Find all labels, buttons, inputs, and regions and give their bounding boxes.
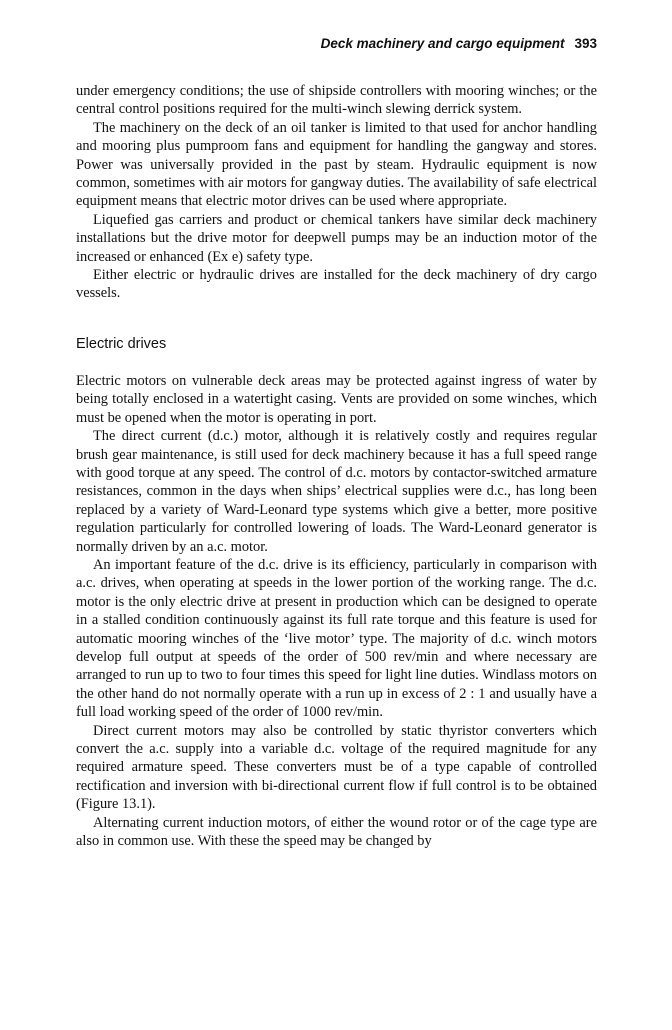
paragraph-continuation: under emergency conditions; the use of shipside controllers with mooring winches; or the central control positions required for the multi-winch slewing derrick system. — [76, 83, 597, 118]
paragraph-dc-efficiency: An important feature of the d.c. drive is its efficiency, particularly in comparison with a.c. drives, when operating at speeds in the lower portion of the working range. The d.c. motor is the only electric drive at present in production which can be designed to operate in a stalled condition continuously against its full rate torque and this feature is used for automatic mooring winches of the ‘live motor’ type. The majority of d.c. winch motors develop full output at speeds of the order of 500 rev/min and where necessary are arranged to run up to two to four times this speed for light line duties. Windlass motors on the other hand do not normally operate with a run up in excess of 2 : 1 and usually have a full load working speed of the order of 1000 rev/min. — [76, 556, 597, 721]
section-heading: Electric drives — [76, 335, 167, 352]
paragraph-motor-protection: Electric motors on vulnerable deck areas may be protected against ingress of water by being totally enclosed in a watertight casing. Vents are provided on some winches, which must be opened when the motor is operating in port. — [76, 372, 597, 426]
paragraph-dc-motor: The direct current (d.c.) motor, although it is relatively costly and requires regular brush gear maintenance, is still used for deck machinery because it has a full speed range with good torque at any speed. The control of d.c. motors by contactor-switched armature resistances, common in the days when ships’ electrical supplies were d.c., has long been replaced by a variety of Ward-Leonard type systems which give a better, more positive regulation particularly for controlled lowering of loads. The Ward-Leonard generator is normally driven by an a.c. motor. — [76, 428, 597, 555]
paragraph-oil-tanker-machinery: The machinery on the deck of an oil tanker is limited to that used for anchor handling and mooring plus pumproom fans and equipment for handling the gangway and stores. Power was universally provided in the past by steam. Hydraulic equipment is now common, sometimes with air motors for gangway duties. The availability of safe electrical equipment means that electric motor drives can be used where appropriate. — [76, 119, 597, 210]
running-head — [76, 34, 597, 54]
paragraph-gas-carriers: Liquefied gas carriers and product or chemical tankers have similar deck machinery installations but the drive motor for deepwell pumps may be an induction motor of the increased or enhanced (Ex e) safety type. — [76, 211, 597, 265]
paragraph-ac-induction: Alternating current induction motors, of either the wound rotor or of the cage type are also in common use. With these the speed may be changed by — [76, 814, 597, 850]
paragraph-thyristor-converters: Direct current motors may also be controlled by static thyristor converters which convert the a.c. supply into a variable d.c. voltage of the required magnitude for any required armature speed. These converters must be of a type capable of controlled rectification and inversion with bi-directional current flow if full control is to be obtained (Figure 13.1). — [76, 722, 597, 813]
chapter-title: Deck machinery and cargo equipment — [320, 36, 565, 51]
page-number: 393 — [574, 36, 597, 51]
paragraph-dry-cargo: Either electric or hydraulic drives are installed for the deck machinery of dry cargo vessels. — [76, 267, 597, 302]
book-page — [76, 34, 597, 850]
